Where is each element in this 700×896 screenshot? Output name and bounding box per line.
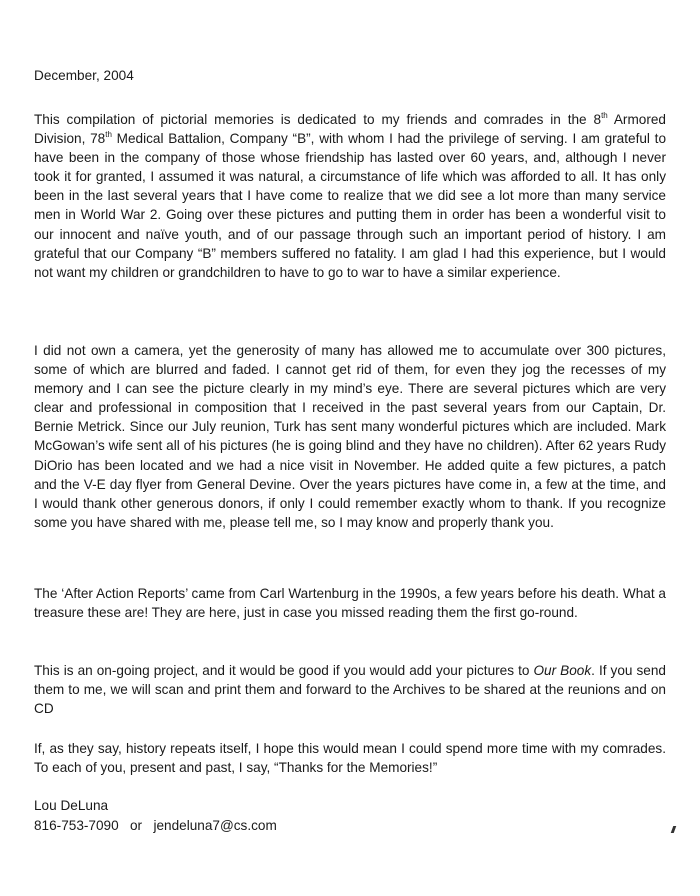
dedication-text-1: This compilation of pictorial memories is dedicated to my friends and comrades in the 8 [34,112,602,127]
paragraph-closing: If, as they say, history repeats itself, I hope this would mean I could spend more time with my comrades. To each of you, present and past, I say, “Thanks for the Memories!” [34,741,666,776]
signature-block [34,796,277,836]
project-text-2: . If you send them to me, we will scan and print them and forward to the Archives to be shared at the reunions and on CD [34,663,666,717]
scan-mark [671,826,677,833]
signature-contact [34,816,277,836]
dedication-text-3: Medical Battalion, Company “B”, with whom I had the privilege of serving. I am grateful to have been in the company of those whose friendship has lasted over 60 years, and, although I never took it for granted, I assumed it was natural, a circumstance of life which was afforded to all. It has only been in the last several years that I have come to realize that we did see a lot more than many service men in World War 2. Going over these pictures and putting them in order has been a wonderful visit to our innocent and naïve youth, and of our passage through such an important period of history. I am grateful that our Company “B” members suffered no fatality. I am glad I had this experience, but I would not want my children or grandchildren to have to go to war to have a similar experience. [34,131,667,280]
signature-or: or [130,818,143,833]
signature-email: jendeluna7@cs.com [153,818,277,833]
paragraph-dedication [34,110,666,282]
ordinal-suffix-2: th [105,130,112,140]
signature-phone: 816-753-7090 [34,818,119,833]
paragraph-pictures: I did not own a camera, yet the generosity of many has allowed me to accumulate over 300 pictures, some of which are blurred and faded. I cannot get rid of them, for even they jog the recesses of my memory and I can see the picture clearly in my mind’s eye. There are several pictures which are very clear and professional in composition that I received in the past several years from our Captain, Dr. Bernie Metrick. Since our July reunion, Turk has sent many wonderful pictures which are included. Mark McGowan’s wife sent all of his pictures (he is going blind and they have no children). After 62 years Rudy DiOrio has been located and we had a nice visit in November. He added quite a few pictures, a patch and the V-E day flyer from General Devine. Over the years pictures have come in, a few at the time, and I would thank other generous donors, if only I could remember exactly whom to thank. If you recognize some you have shared with me, please tell me, so I may know and properly thank you. [34,343,666,530]
letter-date: December, 2004 [34,68,134,83]
signature-name: Lou DeLuna [34,798,109,813]
book-title: Our Book [533,663,592,678]
dedication-text-2: Armored Division, 78 [34,112,666,147]
paragraph-ongoing-project [34,661,666,718]
project-text-1: This is an on-going project, and it would be good if you would add your pictures to [34,663,534,678]
ordinal-suffix-1: th [601,111,608,120]
paragraph-action-reports: The ‘After Action Reports’ came from Carl Wartenburg in the 1990s, a few years before his death. What a treasure these are! They are here, just in case you missed reading them the first go-round. [34,586,666,621]
